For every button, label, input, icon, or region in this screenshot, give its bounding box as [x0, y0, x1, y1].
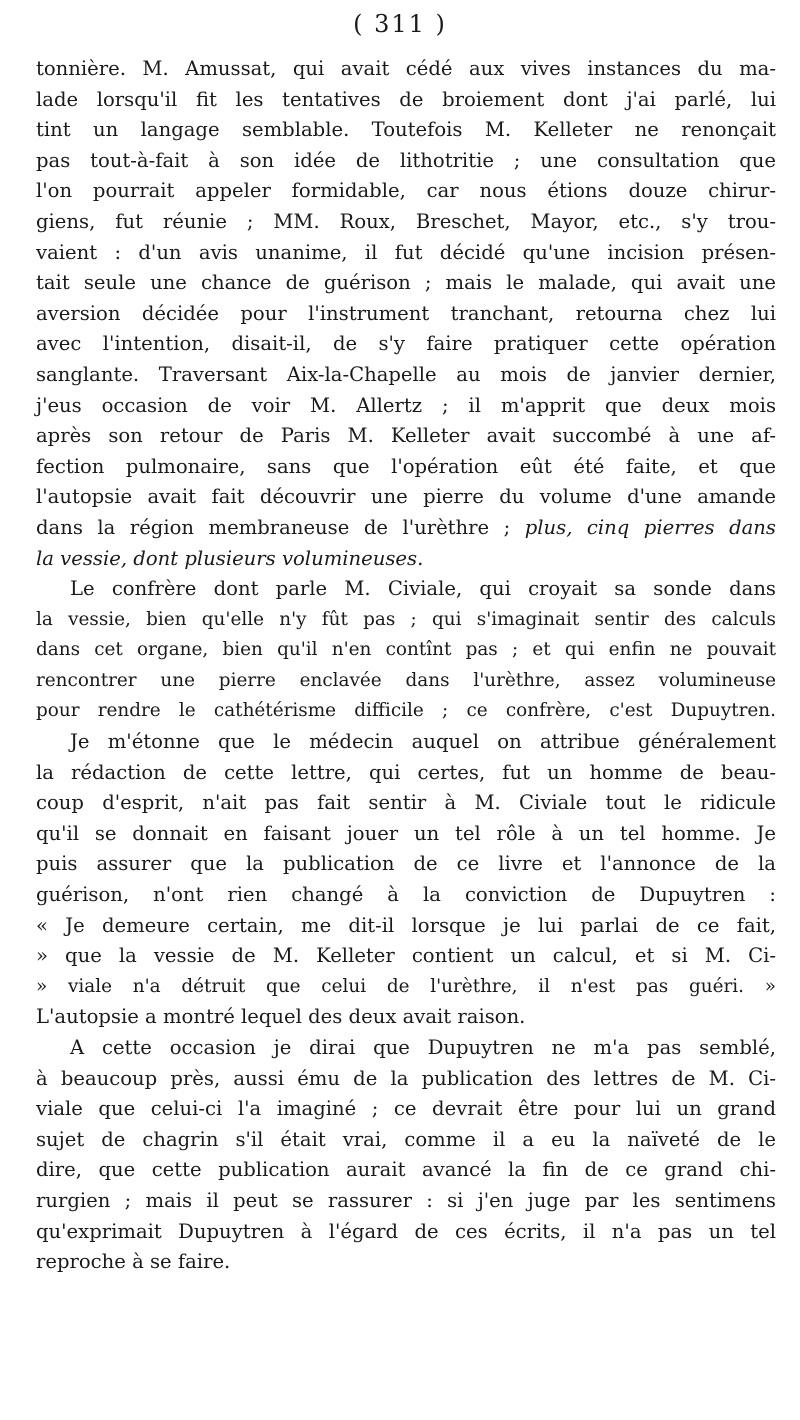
- text-line: guérison, n'ont rien changé à la conviction de Dupuytren :: [36, 883, 776, 907]
- text-line: giens, fut réunie ; MM. Roux, Breschet, Mayor, etc., s'y trou-: [36, 209, 776, 233]
- text-line: tonnière. M. Amussat, qui avait cédé aux vives instances du ma-: [36, 57, 776, 80]
- text-line: rencontrer une pierre enclavée dans l'urèthre, assez volumineuse: [36, 669, 776, 691]
- text-line: » viale n'a détruit que celui de l'urèthre, il n'est pas guéri. »: [36, 975, 776, 997]
- paragraph-2: [36, 574, 776, 1033]
- italic-segment: plus, cinq pierres dans: [524, 515, 776, 539]
- text-line: « Je demeure certain, me dit-il lorsque je lui parlai de ce fait,: [36, 913, 776, 937]
- italic-line: [36, 544, 776, 575]
- text-line: A cette occasion je dirai que Dupuytren ne m'a pas semblé,: [70, 1036, 776, 1059]
- text-line: après son retour de Paris M. Kelleter avait succombé à une af-: [36, 424, 776, 448]
- text-line: dire, que cette publication aurait avancé la fin de ce grand chi-: [36, 1158, 776, 1182]
- text-line: lade lorsqu'il fit les tentatives de broiement dont j'ai parlé, lui: [36, 87, 776, 111]
- text-line: aversion décidée pour l'instrument tranchant, retourna chez lui: [36, 301, 776, 325]
- paragraph-3: [36, 1033, 776, 1278]
- text-line: la rédaction de cette lettre, qui certes, fut un homme de beau-: [36, 760, 776, 784]
- text-line: l'autopsie avait fait découvrir une pierre du volume d'une amande: [36, 485, 776, 509]
- text-line: tait seule une chance de guérison ; mais le malade, qui avait une: [36, 271, 776, 295]
- text-line: qu'exprimait Dupuytren à l'égard de ces écrits, il n'a pas un tel: [36, 1219, 776, 1243]
- text-line: pour rendre le cathétérisme difficile ; ce confrère, c'est Dupuytren.: [36, 700, 776, 722]
- text-line: pas tout-à-fait à son idée de lithotritie ; une consultation que: [36, 148, 776, 172]
- text-line: Le confrère dont parle M. Civiale, qui croyait sa sonde dans: [70, 577, 776, 601]
- text-line-mixed: [36, 513, 776, 544]
- text-line: rurgien ; mais il peut se rassurer : si j'en juge par les sentimens: [36, 1188, 776, 1212]
- text-line: vaient : d'un avis unanime, il fut décidé qu'une incision présen-: [36, 240, 776, 264]
- text-line: Je m'étonne que le médecin auquel on attribue généralement: [70, 730, 776, 754]
- body-text: [36, 54, 776, 1278]
- italic-segment: la vessie, dont plusieurs volumineuses.: [36, 546, 424, 570]
- text-line: fection pulmonaire, sans que l'opération eût été faite, et que: [36, 454, 776, 478]
- text-line: dans cet organe, bien qu'il n'en contînt pas ; et qui enfin ne pouvait: [36, 639, 776, 661]
- page-number: ( 311 ): [353, 10, 447, 38]
- paragraph-1: [36, 54, 776, 574]
- text-line: à beaucoup près, aussi ému de la publication des lettres de M. Ci-: [36, 1066, 776, 1090]
- text-line: L'autopsie a montré lequel des deux avait raison.: [36, 1005, 526, 1029]
- text-line: l'on pourrait appeler formidable, car nous étions douze chirur-: [36, 179, 776, 203]
- text-line: sanglante. Traversant Aix-la-Chapelle au mois de janvier dernier,: [36, 362, 776, 386]
- text-segment: dans la région membraneuse de l'urèthre ;: [36, 515, 511, 539]
- text-line: qu'il se donnait en faisant jouer un tel rôle à un tel homme. Je: [36, 821, 776, 845]
- text-line: coup d'esprit, n'ait pas fait sentir à M. Civiale tout le ridicule: [36, 791, 776, 815]
- text-line: reproche à se faire.: [36, 1250, 231, 1274]
- text-line: puis assurer que la publication de ce livre et l'annonce de la: [36, 852, 776, 876]
- text-line: tint un langage semblable. Toutefois M. Kelleter ne renonçait: [36, 118, 776, 142]
- text-line: avec l'intention, disait-il, de s'y faire pratiquer cette opération: [36, 332, 776, 356]
- text-line: viale que celui-ci l'a imaginé ; ce devrait être pour lui un grand: [36, 1097, 776, 1121]
- text-line: sujet de chagrin s'il était vrai, comme il a eu la naïveté de le: [36, 1127, 776, 1151]
- text-line: » que la vessie de M. Kelleter contient un calcul, et si M. Ci-: [36, 944, 776, 968]
- text-line: la vessie, bien qu'elle n'y fût pas ; qui s'imaginait sentir des calculs: [36, 608, 776, 630]
- text-line: j'eus occasion de voir M. Allertz ; il m'apprit que deux mois: [36, 393, 776, 417]
